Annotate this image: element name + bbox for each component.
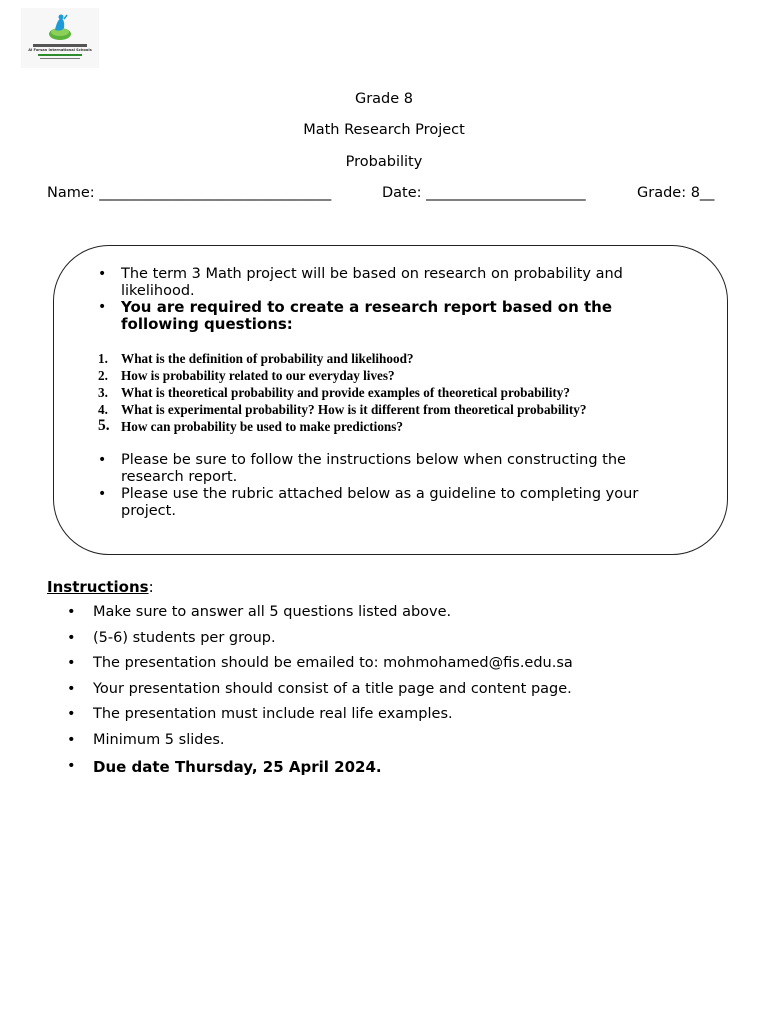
instructions-list bbox=[0, 604, 768, 783]
bullet-icon: • bbox=[98, 266, 107, 282]
bullet-icon: • bbox=[67, 680, 76, 697]
bullet-icon: • bbox=[67, 655, 76, 672]
bullet-icon: • bbox=[67, 706, 76, 723]
requirement-text: You are required to create a research report based on the following questions: bbox=[121, 298, 612, 333]
instruction-text: Make sure to answer all 5 questions listed above. bbox=[93, 604, 452, 620]
date-field[interactable]: Date: ______________________ bbox=[382, 185, 586, 201]
project-overview-box bbox=[53, 245, 728, 555]
question-item bbox=[54, 368, 727, 385]
rubric-bullet bbox=[54, 486, 727, 520]
requirement-bullet bbox=[54, 299, 727, 333]
instruction-item bbox=[0, 655, 768, 681]
question-item bbox=[54, 385, 727, 402]
grade-field[interactable]: Grade: 8__ bbox=[637, 185, 715, 201]
overview-text: The term 3 Math project will be based on research on probability and likelihood. bbox=[121, 266, 623, 299]
question-number: 3. bbox=[98, 385, 108, 400]
question-number: 2. bbox=[98, 368, 108, 383]
logo-subtitle bbox=[38, 54, 82, 56]
bullet-icon: • bbox=[98, 486, 107, 502]
question-text: What is theoretical probability and provide examples of theoretical probability? bbox=[121, 385, 570, 400]
name-field[interactable]: Name: ________________________________ bbox=[47, 185, 332, 201]
logo-english-text: Al Forsan International Schools bbox=[28, 48, 92, 52]
instruction-text: Your presentation should consist of a title page and content page. bbox=[93, 680, 572, 697]
question-item bbox=[54, 419, 727, 436]
instructions-colon: : bbox=[148, 578, 154, 596]
question-number: 4. bbox=[98, 402, 108, 417]
instruction-item bbox=[0, 732, 768, 758]
rubric-text: Please use the rubric attached below as a guideline to completing your project. bbox=[121, 486, 639, 519]
bullet-icon: • bbox=[67, 757, 76, 774]
project-title: Math Research Project bbox=[303, 122, 465, 138]
bullet-icon: • bbox=[98, 299, 107, 315]
question-number: 1. bbox=[98, 351, 108, 366]
question-item bbox=[54, 351, 727, 368]
instruction-text: The presentation must include real life examples. bbox=[93, 706, 453, 723]
project-topic: Probability bbox=[345, 154, 423, 170]
instructions-heading bbox=[47, 578, 154, 596]
instructions-label: Instructions bbox=[47, 578, 149, 596]
question-number: 5. bbox=[98, 417, 110, 434]
instruction-text: Minimum 5 slides. bbox=[93, 731, 225, 748]
school-logo bbox=[21, 8, 99, 68]
question-text: How is probability related to our everyday lives? bbox=[121, 368, 395, 383]
due-date-text: Due date Thursday, 25 April 2024. bbox=[93, 757, 382, 776]
instruction-text: (5-6) students per group. bbox=[93, 629, 276, 646]
grade-heading: Grade 8 bbox=[354, 91, 414, 107]
bullet-icon: • bbox=[67, 629, 76, 646]
school-emblem-icon bbox=[45, 12, 75, 42]
overview-bullet bbox=[54, 266, 727, 300]
guideline-text: Please be sure to follow the instructions below when constructing the research report. bbox=[121, 452, 626, 485]
instruction-item bbox=[0, 706, 768, 732]
question-text: What is experimental probability? How is it different from theoretical probability? bbox=[121, 402, 587, 417]
instruction-item bbox=[0, 630, 768, 656]
guideline-bullet bbox=[54, 452, 727, 486]
question-item bbox=[54, 402, 727, 419]
question-text: How can probability be used to make predictions? bbox=[121, 419, 403, 434]
instruction-item bbox=[0, 604, 768, 630]
bullet-icon: • bbox=[67, 731, 76, 748]
logo-arabic-text bbox=[33, 44, 87, 47]
logo-tagline bbox=[40, 58, 80, 59]
instruction-text: The presentation should be emailed to: mohmohamed@fis.edu.sa bbox=[93, 655, 573, 672]
bullet-icon: • bbox=[67, 604, 76, 620]
bullet-icon: • bbox=[98, 452, 107, 468]
question-text: What is the definition of probability and likelihood? bbox=[121, 351, 414, 366]
instruction-item bbox=[0, 681, 768, 707]
research-questions-list bbox=[54, 351, 727, 436]
due-date-item bbox=[0, 758, 768, 784]
